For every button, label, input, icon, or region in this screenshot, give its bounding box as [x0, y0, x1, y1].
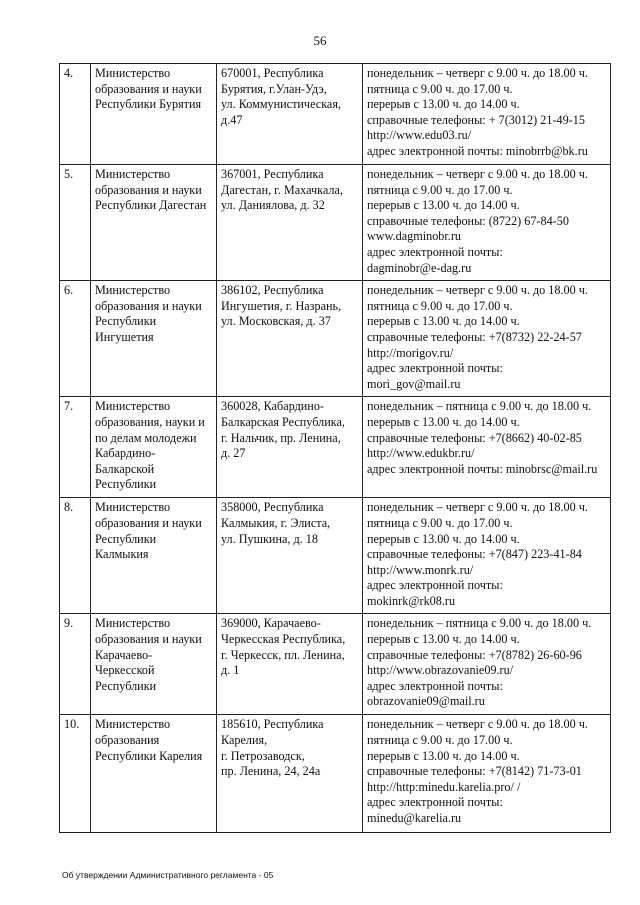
- info-line: адрес электронной почты: minobrsc@mail.ru: [367, 461, 598, 476]
- row-number: 7.: [60, 397, 91, 498]
- address-line: г. Петрозаводск,: [221, 748, 305, 763]
- row-number: 6.: [60, 281, 91, 397]
- info-line: http://www.edu03.ru/: [367, 128, 472, 143]
- address-line: д.47: [221, 112, 243, 127]
- address-line: 670001, Республика: [221, 66, 324, 80]
- info-line: адрес электронной почты:: [367, 795, 503, 810]
- address-cell: [217, 165, 363, 281]
- org-line: Ингушетия: [95, 329, 154, 344]
- org-line: Министерство: [95, 616, 171, 631]
- org-line: по делам молодежи: [95, 430, 197, 445]
- info-line: перерыв с 13.00 ч. до 14.00 ч.: [367, 198, 520, 213]
- org-line: Министерство: [95, 500, 171, 515]
- info-line: пятница с 9.00 ч. до 17.00 ч.: [367, 733, 513, 748]
- org-line: образования и науки: [95, 81, 202, 96]
- contact-info-cell: [363, 64, 611, 165]
- org-line: Республики Бурятия: [95, 97, 202, 112]
- info-line: понедельник – четверг с 9.00 ч. до 18.00 ч.: [367, 283, 588, 298]
- address-cell: [217, 614, 363, 715]
- info-line: справочные телефоны: +7(847) 223-41-84: [367, 547, 582, 562]
- org-line: Министерство: [95, 717, 171, 732]
- table-body: [60, 64, 611, 833]
- organization-cell: [91, 281, 217, 397]
- address-line: Ингушетия, г. Назрань,: [221, 298, 342, 313]
- info-line: http://www.edukbr.ru/: [367, 446, 475, 461]
- org-line: образования, науки и: [95, 414, 205, 429]
- org-line: Черкесской: [95, 663, 155, 678]
- address-line: г. Нальчик, пр. Ленина,: [221, 430, 341, 445]
- row-number: 5.: [60, 165, 91, 281]
- info-line: адрес электронной почты: minobrrb@bk.ru: [367, 143, 588, 158]
- page-footer: Об утверждении Административного регламента - 05: [62, 870, 274, 880]
- contact-info-cell: [363, 715, 611, 833]
- info-line: перерыв с 13.00 ч. до 14.00 ч.: [367, 632, 520, 647]
- info-line: адрес электронной почты:: [367, 678, 503, 693]
- address-line: 185610, Республика: [221, 717, 324, 732]
- info-line: www.dagminobr.ru: [367, 229, 461, 244]
- info-line: mori_gov@mail.ru: [367, 376, 461, 391]
- page-number: 56: [313, 33, 327, 48]
- contact-info-cell: [363, 281, 611, 397]
- address-line: Балкарская Республика,: [221, 414, 345, 429]
- org-line: Республики: [95, 314, 157, 329]
- info-line: справочные телефоны: + 7(3012) 21-49-15: [367, 112, 585, 127]
- info-line: http://www.obrazovanie09.ru/: [367, 663, 514, 678]
- org-line: Балкарской: [95, 461, 155, 476]
- info-line: справочные телефоны: +7(8662) 40-02-85: [367, 430, 582, 445]
- row-number: 8.: [60, 498, 91, 614]
- info-line: справочные телефоны: +7(8142) 71-73-01: [367, 764, 582, 779]
- ministry-contacts-table: [59, 63, 611, 833]
- contact-info-cell: [363, 498, 611, 614]
- contact-info-cell: [363, 165, 611, 281]
- org-line: образования и науки: [95, 298, 202, 313]
- table-row: [60, 281, 611, 397]
- address-line: Калмыкия, г. Элиста,: [221, 515, 331, 530]
- contact-info-cell: [363, 397, 611, 498]
- address-line: 358000, Республика: [221, 500, 324, 515]
- info-line: dagminobr@e-dag.ru: [367, 260, 472, 275]
- contact-info-cell: [363, 614, 611, 715]
- table-row: [60, 64, 611, 165]
- org-line: Республики: [95, 678, 157, 693]
- info-line: minedu@karelia.ru: [367, 811, 462, 826]
- info-line: адрес электронной почты:: [367, 578, 503, 593]
- info-line: понедельник – четверг с 9.00 ч. до 18.00 ч.: [367, 66, 588, 80]
- info-line: понедельник – пятница с 9.00 ч. до 18.00 ч.: [367, 616, 592, 631]
- org-line: Карачаево-: [95, 647, 153, 662]
- address-line: 369000, Карачаево-: [221, 616, 321, 631]
- organization-cell: [91, 614, 217, 715]
- org-line: Министерство: [95, 399, 171, 414]
- table-row: [60, 397, 611, 498]
- organization-cell: [91, 498, 217, 614]
- address-line: г. Черкесск, пл. Ленина,: [221, 647, 345, 662]
- address-cell: [217, 397, 363, 498]
- org-line: Республики Дагестан: [95, 198, 207, 213]
- address-line: Карелия,: [221, 733, 268, 748]
- table-row: [60, 498, 611, 614]
- organization-cell: [91, 397, 217, 498]
- info-line: перерыв с 13.00 ч. до 14.00 ч.: [367, 97, 520, 112]
- info-line: пятница с 9.00 ч. до 17.00 ч.: [367, 81, 513, 96]
- info-line: адрес электронной почты:: [367, 361, 503, 376]
- info-line: перерыв с 13.00 ч. до 14.00 ч.: [367, 531, 520, 546]
- info-line: понедельник – четверг с 9.00 ч. до 18.00 ч.: [367, 167, 588, 181]
- org-line: Кабардино-: [95, 446, 156, 461]
- info-line: понедельник – четверг с 9.00 ч. до 18.00 ч.: [367, 500, 588, 515]
- info-line: пятница с 9.00 ч. до 17.00 ч.: [367, 298, 513, 313]
- org-line: образования и науки: [95, 632, 202, 647]
- organization-cell: [91, 165, 217, 281]
- org-line: Калмыкия: [95, 547, 149, 562]
- table-row: [60, 165, 611, 281]
- info-line: http://morigov.ru/: [367, 345, 454, 360]
- org-line: Министерство: [95, 66, 171, 80]
- info-line: понедельник – четверг с 9.00 ч. до 18.00 ч.: [367, 717, 588, 732]
- org-line: образования: [95, 733, 160, 748]
- org-line: Министерство: [95, 167, 171, 181]
- info-line: пятница с 9.00 ч. до 17.00 ч.: [367, 515, 513, 530]
- info-line: mokinrk@rk08.ru: [367, 593, 456, 608]
- info-line: справочные телефоны: +7(8782) 26-60-96: [367, 647, 582, 662]
- table-row: [60, 715, 611, 833]
- org-line: Министерство: [95, 283, 171, 298]
- address-cell: [217, 281, 363, 397]
- address-line: пр. Ленина, 24, 24а: [221, 764, 321, 779]
- org-line: образования и науки: [95, 515, 202, 530]
- address-line: Дагестан, г. Махачкала,: [221, 182, 343, 197]
- table-row: [60, 614, 611, 715]
- info-line: понедельник – пятница с 9.00 ч. до 18.00 ч.: [367, 399, 592, 414]
- address-line: Черкесская Республика,: [221, 632, 346, 647]
- address-line: 360028, Кабардино-: [221, 399, 324, 414]
- address-line: 367001, Республика: [221, 167, 324, 181]
- address-line: ул. Коммунистическая,: [221, 97, 341, 112]
- info-line: obrazovanie09@mail.ru: [367, 694, 485, 709]
- org-line: образования и науки: [95, 182, 202, 197]
- address-cell: [217, 715, 363, 833]
- info-line: http://http:minedu.karelia.pro/ /: [367, 779, 521, 794]
- info-line: перерыв с 13.00 ч. до 14.00 ч.: [367, 314, 520, 329]
- organization-cell: [91, 64, 217, 165]
- info-line: справочные телефоны: (8722) 67-84-50: [367, 213, 569, 228]
- org-line: Республики: [95, 477, 157, 492]
- row-number: 4.: [60, 64, 91, 165]
- address-line: д. 27: [221, 446, 246, 461]
- address-line: 386102, Республика: [221, 283, 324, 298]
- address-cell: [217, 64, 363, 165]
- address-line: ул. Пушкина, д. 18: [221, 531, 318, 546]
- info-line: перерыв с 13.00 ч. до 14.00 ч.: [367, 748, 520, 763]
- address-line: д. 1: [221, 663, 240, 678]
- organization-cell: [91, 715, 217, 833]
- info-line: адрес электронной почты:: [367, 244, 503, 259]
- address-line: Бурятия, г.Улан-Удэ,: [221, 81, 327, 96]
- row-number: 10.: [60, 715, 91, 833]
- row-number: 9.: [60, 614, 91, 715]
- address-line: ул. Московская, д. 37: [221, 314, 331, 329]
- org-line: Республики: [95, 531, 157, 546]
- org-line: Республики Карелия: [95, 748, 203, 763]
- address-cell: [217, 498, 363, 614]
- address-line: ул. Даниялова, д. 32: [221, 198, 325, 213]
- info-line: http://www.monrk.ru/: [367, 562, 474, 577]
- info-line: перерыв с 13.00 ч. до 14.00 ч.: [367, 414, 520, 429]
- info-line: справочные телефоны: +7(8732) 22-24-57: [367, 329, 582, 344]
- info-line: пятница с 9.00 ч. до 17.00 ч.: [367, 182, 513, 197]
